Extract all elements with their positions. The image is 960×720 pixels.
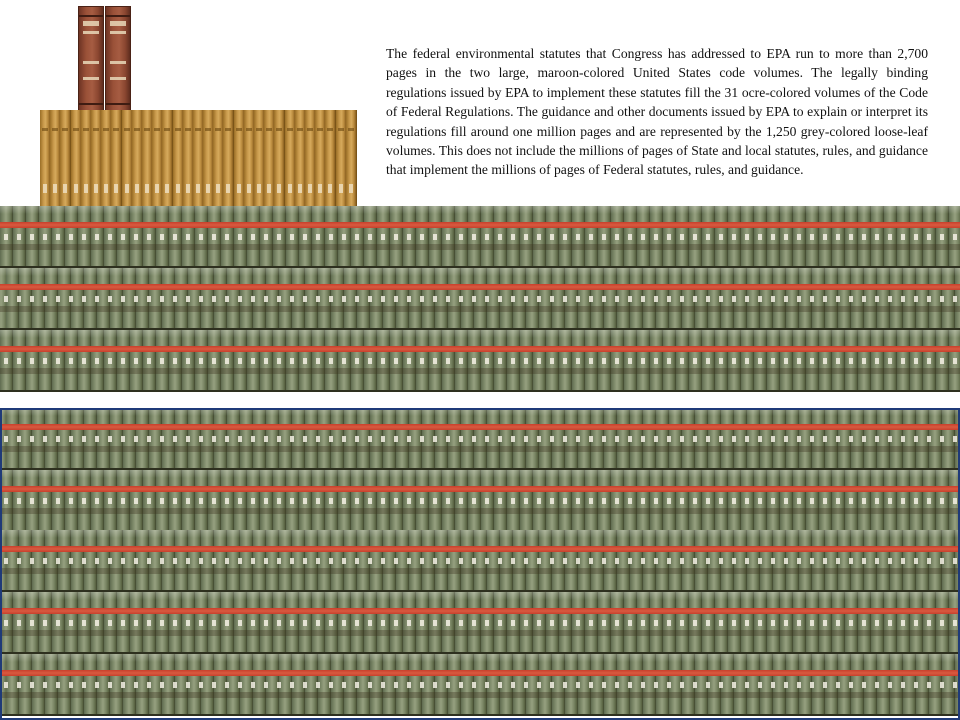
binder-row — [0, 206, 960, 268]
binder-row — [0, 470, 960, 532]
us-code-volume — [78, 6, 104, 112]
us-code-volume — [105, 6, 131, 112]
binder-row — [0, 268, 960, 330]
cfr-volumes-photo — [40, 110, 356, 208]
binder-row — [0, 530, 960, 592]
binder-row — [0, 592, 960, 654]
caption-text: The federal environmental statutes that Congress has addressed to EPA run to more than 2,700 pages in the two large, maroon-colored United States code volumes. The legally binding regulations issued by EPA to implement these statutes fill the 31 ocre-colored volumes of the Code of Federal Regulations. The guidance and other documents issued by EPA to explain or interpret its regulations fill around one million pages and are represented by the 1,250 grey-colored loose-leaf volumes. This does not include the millions of pages of State and local statutes, rules, and guidance that implement the millions of pages of Federal statutes, rules, and guidance. — [386, 46, 928, 178]
binder-row — [0, 654, 960, 716]
binder-row — [0, 330, 960, 392]
cfr-volume — [346, 110, 357, 208]
binder-row — [0, 408, 960, 470]
